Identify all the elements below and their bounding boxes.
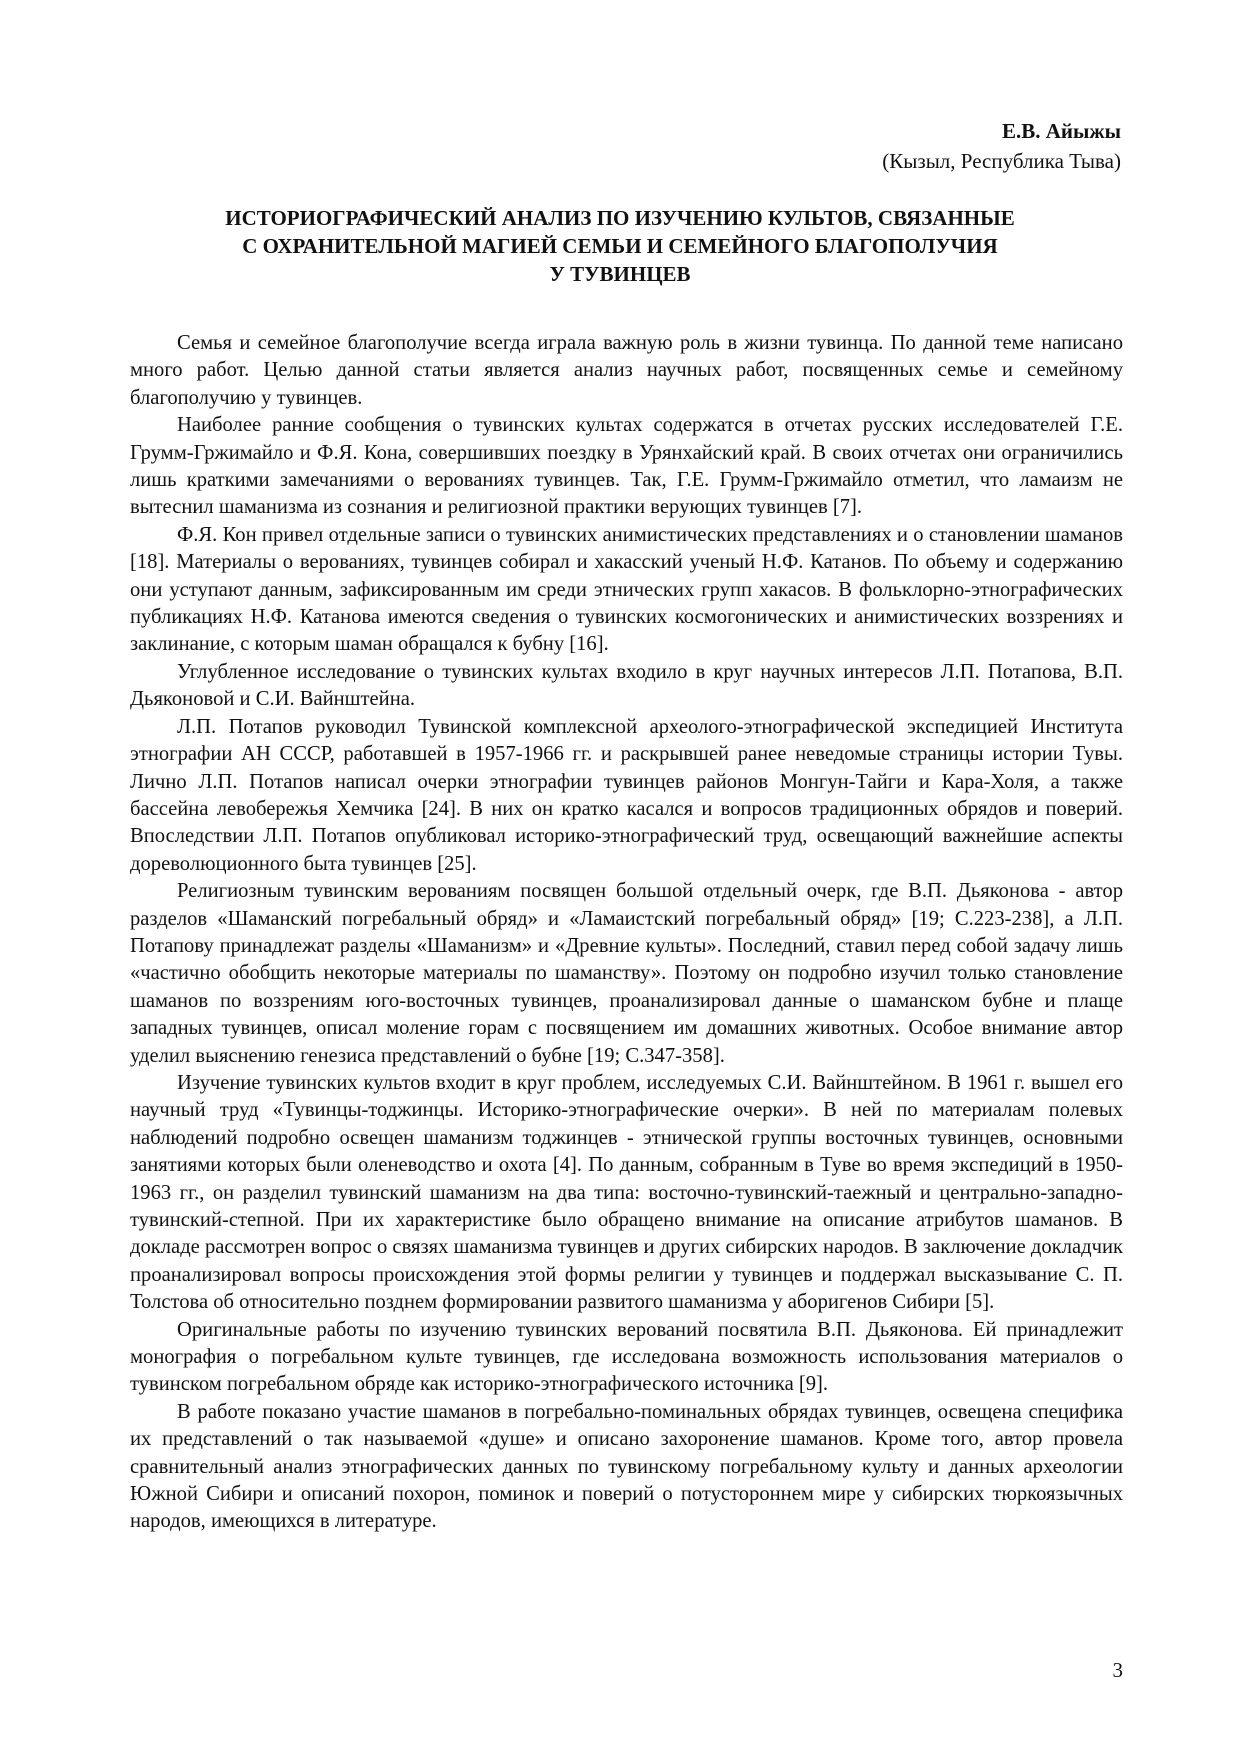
paragraph: Наиболее ранние сообщения о тувинских культах содержатся в отчетах русских исследователей Г.Е. Грумм-Гржимайло и Ф.Я. Кона, совершивших поездку в Урянхайский край. В своих отчетах они ограничились лишь краткими замечаниями о верованиях тувинцев. Так, Г.Е. Грумм-Гржимайло отметил, что ламаизм не вытеснил шаманизма из сознания и религиозной практики верующих тувинцев [7]. [130, 414, 1123, 519]
page-number: 3 [1112, 1658, 1123, 1682]
title-line: ИСТОРИОГРАФИЧЕСКИЙ АНАЛИЗ ПО ИЗУЧЕНИЮ КУЛЬТОВ, СВЯЗАННЫЕ [225, 206, 1015, 230]
paragraph: Л.П. Потапов руководил Тувинской комплексной археолого-этнографической экспедицией Института этнографии АН СССР, работавшей в 1957-1966 гг. и раскрывшей ранее неведомые страницы истории Тувы. Лично Л.П. Потапов написал очерки этнографии тувинцев районов Монгун-Тайги и Кара-Холя, а также бассейна левобережья Хемчика [24]. В них он кратко касался и вопросов традиционных обрядов и поверий. Впоследствии Л.П. Потапов опубликовал историко-этнографический труд, освещающий важнейшие аспекты дореволюционного быта тувинцев [25]. [130, 715, 1123, 875]
article-body [130, 330, 1123, 1536]
paragraph: Семья и семейное благополучие всегда играла важную роль в жизни тувинца. По данной теме написано много работ. Целью данной статьи является анализ научных работ, посвященных семье и семейному благополучию у тувинцев. [130, 332, 1123, 409]
title-line: С ОХРАНИТЕЛЬНОЙ МАГИЕЙ СЕМЬИ И СЕМЕЙНОГО БЛАГОПОЛУЧИЯ [242, 234, 998, 258]
paragraph: Изучение тувинских культов входит в круг проблем, исследуемых С.И. Вайнштейном. В 1961 г. вышел его научный труд «Тувинцы-тоджинцы. Историко-этнографические очерки». В ней по материалам полевых наблюдений подробно освещен шаманизм тоджинцев - этнической группы восточных тувинцев, основными занятиями которых были оленеводство и охота [4]. По данным, собранным в Туве во время экспедиций в 1950-1963 гг., он разделил тувинский шаманизм на два типа: восточно-тувинский-таежный и центрально-западно-тувинский-степной. При их характеристике было обращено внимание на описание атрибутов шаманов. В докладе рассмотрен вопрос о связях шаманизма тувинцев и других сибирских народов. В заключение докладчик проанализировал вопросы происхождения этой формы религии у тувинцев и поддержал высказывание С. П. Толстова об относительно позднем формировании развитого шаманизма у аборигенов Сибири [5]. [130, 1071, 1123, 1314]
author-name: Е.В. Айыжы [1001, 119, 1121, 143]
paragraph: Религиозным тувинским верованиям посвящен большой отдельный очерк, где В.П. Дьяконова - автор разделов «Шаманский погребальный обряд» и «Ламаистский погребальный обряд» [19; С.223-238], а Л.П. Потапову принадлежат разделы «Шаманизм» и «Древние культы». Последний, ставил перед собой задачу лишь «частично обобщить некоторые материалы по шаманству». Поэтому он подробно изучил только становление шаманов по воззрениям юго-восточных тувинцев, проанализировал данные о шаманском бубне и плаще западных тувинцев, описал моление горам с посвящением им домашних животных. Особое внимание автор уделил выяснению генезиса представлений о бубне [19; С.347-358]. [130, 880, 1123, 1067]
paragraph: Ф.Я. Кон привел отдельные записи о тувинских анимистических представлениях и о становлении шаманов [18]. Материалы о верованиях, тувинцев собирал и хакасский ученый Н.Ф. Катанов. По объему и содержанию они уступают данным, зафиксированным им среди этнических групп хакасов. В фольклорно-этнографических публикациях Н.Ф. Катанова имеются сведения о тувинских космогонических и анимистических воззрениях и заклинание, с которым шаман обращался к бубну [16]. [130, 523, 1123, 656]
article-title [130, 204, 1110, 288]
author-affiliation: (Кызыл, Республика Тыва) [882, 149, 1121, 173]
paragraph: В работе показано участие шаманов в погребально-поминальных обрядах тувинцев, освещена специфика их представлений о так называемой «душе» и описано захоронение шаманов. Кроме того, автор провела сравнительный анализ этнографических данных по тувинскому погребальному культу и данных археологии Южной Сибири и описаний похорон, поминок и поверий о потустороннем мире у сибирских тюркоязычных народов, имеющихся в литературе. [130, 1400, 1123, 1533]
paragraph: Оригинальные работы по изучению тувинских верований посвятила В.П. Дьяконова. Ей принадлежит монография о погребальном культе тувинцев, где исследована возможность использования материалов о тувинском погребальном обряде как историко-этнографического источника [9]. [130, 1318, 1123, 1396]
author-block [882, 116, 1121, 176]
title-line: У ТУВИНЦЕВ [549, 262, 691, 286]
paragraph: Углубленное исследование о тувинских культах входило в круг научных интересов Л.П. Потапова, В.П. Дьяконовой и С.И. Вайнштейна. [130, 660, 1123, 711]
